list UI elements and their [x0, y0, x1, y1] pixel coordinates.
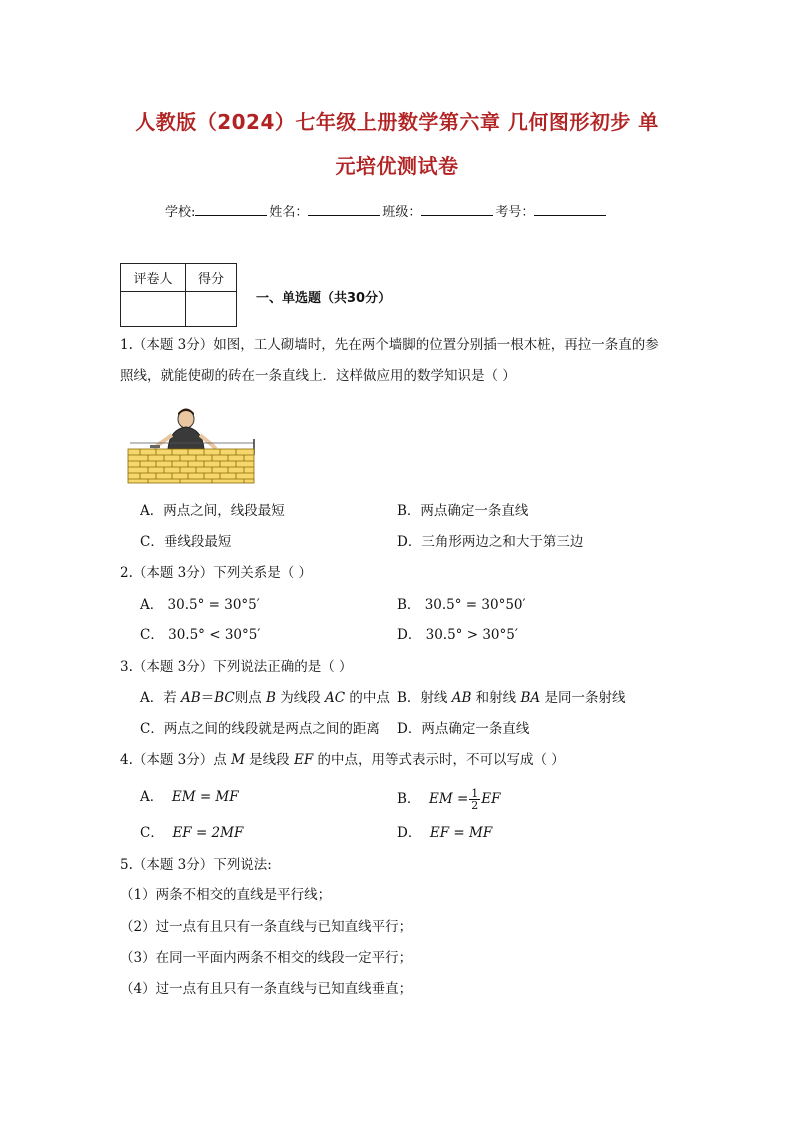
- q3-a-equals: ＝: [200, 690, 215, 706]
- q4-a-math: EM = MF: [171, 789, 239, 805]
- q3-b-math-ab: AB: [451, 690, 472, 706]
- q4-option-a: [140, 788, 239, 806]
- q3-a-text2: 为线段: [275, 690, 326, 706]
- grader-table: [120, 263, 237, 327]
- q4-d-label: D．: [397, 825, 422, 841]
- q3-b-prefix: B．射线: [397, 690, 452, 706]
- q5-statement-2: （2）过一点有且只有一条直线与已知直线平行；: [120, 919, 413, 935]
- q4-b-frac-denominator: 2: [471, 799, 479, 812]
- student-info-row: [165, 201, 608, 220]
- q4-a-label: A．: [140, 789, 164, 805]
- q4-option-b: [397, 788, 501, 811]
- q4-d-math: EF = MF: [429, 825, 493, 841]
- q4-stem: [120, 751, 565, 769]
- q3-b-suffix: 是同一条射线: [540, 690, 626, 706]
- grader-cell: [121, 292, 186, 327]
- q3-stem: 3.（本题 3分）下列说法正确的是（ ）: [120, 659, 353, 675]
- q3-option-c: C．两点之间的线段就是两点之间的距离: [140, 721, 380, 737]
- q4-stem-text: 是线段: [244, 752, 294, 768]
- q4-b-math-right: EF: [481, 791, 501, 807]
- q1-stem-line2: 照线，就能使砌的砖在一条直线上．这样做应用的数学知识是（ ）: [120, 368, 516, 384]
- q3-a-prefix: A．若: [140, 690, 182, 706]
- q3-a-math-b: B: [266, 690, 276, 706]
- q4-option-c: [140, 824, 243, 842]
- q4-stem-math-ef: EF: [293, 752, 314, 768]
- q1-option-d: D．三角形两边之和大于第三边: [397, 534, 584, 550]
- q3-option-d: D．两点确定一条直线: [397, 721, 530, 737]
- class-blank: [421, 203, 493, 216]
- q3-a-suffix: 的中点: [345, 690, 390, 706]
- q5-stem: 5.（本题 3分）下列说法:: [120, 857, 272, 873]
- q2-stem: 2.（本题 3分）下列关系是（ ）: [120, 565, 313, 581]
- q4-b-frac-numerator: 1: [471, 787, 479, 800]
- exam-number-label: 考号：: [495, 205, 535, 220]
- q1-stem-line1: 1.（本题 3分）如图，工人砌墙时，先在两个墙脚的位置分别插一根木桩，再拉一条直的参: [120, 337, 659, 353]
- q1-option-a: A．两点之间，线段最短: [140, 503, 285, 519]
- q5-statement-4: （4）过一点有且只有一条直线与已知直线垂直；: [120, 981, 413, 997]
- q5-statement-1: （1）两条不相交的直线是平行线；: [120, 887, 332, 903]
- section-title: 一、单选题（共30分）: [256, 291, 392, 306]
- q2-option-c: C． 30.5° < 30°5′: [140, 627, 261, 643]
- q4-option-d: [397, 824, 492, 842]
- q4-stem-prefix: 4.（本题 3分）点: [120, 752, 232, 768]
- school-label: 学校:: [165, 205, 196, 220]
- q4-b-label: B．: [397, 791, 421, 807]
- q4-c-math: EF = 2MF: [172, 825, 244, 841]
- q3-a-math-ac: AC: [325, 690, 346, 706]
- q3-a-text1: 则点: [234, 690, 267, 706]
- exam-title-line2: 元培优测试卷: [335, 154, 459, 178]
- q5-statement-3: （3）在同一平面内两条不相交的线段一定平行；: [120, 950, 413, 966]
- q4-stem-suffix: 的中点，用等式表示时，不可以写成（ ）: [313, 752, 565, 768]
- score-header: 得分: [186, 264, 237, 292]
- exam-title-line1: 人教版（2024）七年级上册数学第六章 几何图形初步 单: [135, 110, 659, 134]
- grader-header: 评卷人: [121, 264, 186, 292]
- score-cell: [186, 292, 237, 327]
- brick-wall: [128, 449, 254, 483]
- bricklayer-figure: [124, 405, 264, 485]
- q4-b-fraction: [469, 788, 480, 811]
- q1-option-c: C．垂线段最短: [140, 534, 232, 550]
- name-blank: [308, 203, 380, 216]
- q4-stem-math-m: M: [231, 752, 245, 768]
- q4-c-label: C．: [140, 825, 164, 841]
- exam-number-blank: [534, 203, 606, 216]
- class-label: 班级：: [382, 205, 422, 220]
- q2-option-a: A． 30.5° = 30°5′: [140, 597, 260, 613]
- q3-a-math-bc: BC: [214, 690, 235, 706]
- q3-b-math-ba: BA: [520, 690, 541, 706]
- q2-option-b: B． 30.5° = 30°50′: [397, 597, 526, 613]
- name-label: 姓名：: [269, 205, 309, 220]
- q3-a-math-ab: AB: [181, 690, 201, 706]
- q3-option-b: [397, 689, 625, 707]
- q1-option-b: B．两点确定一条直线: [397, 503, 529, 519]
- q3-b-text: 和射线: [471, 690, 521, 706]
- school-blank: [195, 203, 267, 216]
- q2-option-d: D． 30.5° > 30°5′: [397, 627, 518, 643]
- q4-b-math-left: EM =: [429, 791, 469, 807]
- q3-option-a: [140, 689, 390, 707]
